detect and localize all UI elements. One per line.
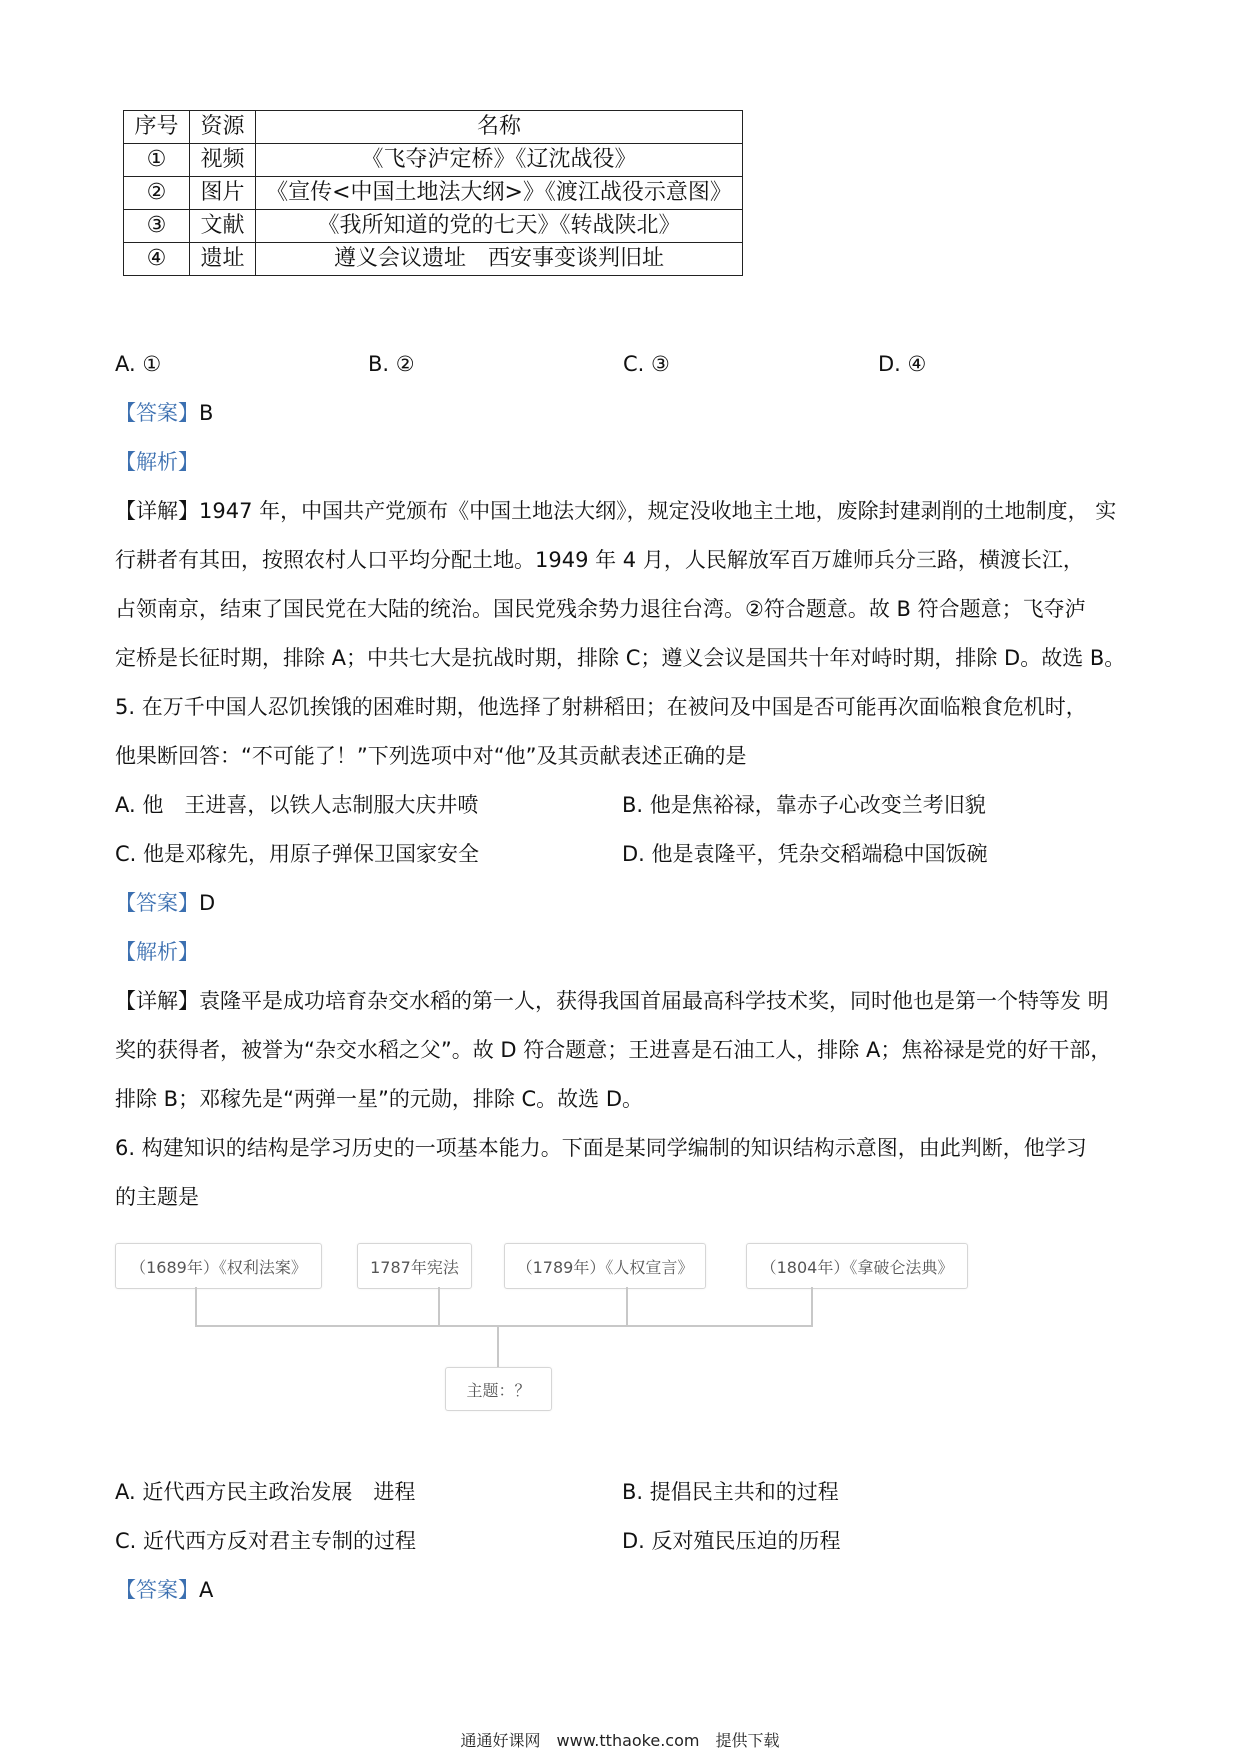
table-cell: 遗址 (190, 243, 256, 276)
answer-value: B (199, 401, 214, 425)
q4-option-d: D. ④ (878, 352, 927, 376)
detail-label: 【详解】 (115, 499, 199, 523)
q6-option-b: B. 提倡民主共和的过程 (622, 1480, 839, 1504)
q6-option-d: D. 反对殖民压迫的历程 (622, 1529, 841, 1553)
answer-label: 【答案】 (115, 1578, 199, 1602)
table-cell: 《飞夺泸定桥》《辽沈战役》 (256, 144, 743, 177)
q5-detail-line-1 (115, 986, 1109, 1016)
connector-line (195, 1325, 813, 1327)
detail-text: 1947 年，中国共产党颁布《中国土地法大纲》，规定没收地主土地，废除封建剥削的土地制度， 实 (199, 499, 1117, 523)
detail-text: 袁隆平是成功培育杂交水稻的第一人，获得我国首届最高科学技术奖，同时他也是第一个特等发 明 (199, 989, 1109, 1013)
q6-stem-line-2: 的主题是 (115, 1185, 199, 1209)
q4-detail-line-1 (115, 496, 1130, 526)
connector-line (195, 1287, 197, 1327)
table-header-cell: 名称 (256, 111, 743, 144)
table-cell: ④ (124, 243, 190, 276)
table-cell: 文献 (190, 210, 256, 243)
q4-detail-line-4: 定桥是长征时期，排除 A；中共七大是抗战时期，排除 C；遵义会议是国共十年对峙时期，排除 D。故选 B。 (115, 646, 1126, 670)
q6-stem-line-1: 6. 构建知识的结构是学习历史的一项基本能力。下面是某同学编制的知识结构示意图，由此判断，他学习 (115, 1136, 1087, 1160)
q5-analysis-label: 【解析】 (115, 940, 199, 964)
diagram-box-bill-of-rights: （1689年）《权利法案》 (115, 1243, 322, 1289)
diagram-box-napoleonic-code: （1804年）《拿破仑法典》 (746, 1243, 968, 1289)
q5-option-c: C. 他是邓稼先，用原子弹保卫国家安全 (115, 842, 480, 866)
table-header-cell: 资源 (190, 111, 256, 144)
table-cell: ① (124, 144, 190, 177)
q5-answer (115, 888, 215, 918)
q6-answer (115, 1575, 213, 1605)
answer-label: 【答案】 (115, 891, 199, 915)
detail-label: 【详解】 (115, 989, 199, 1013)
table-cell: 图片 (190, 177, 256, 210)
q4-option-a: A. ① (115, 352, 162, 376)
q5-option-d: D. 他是袁隆平，凭杂交稻端稳中国饭碗 (622, 842, 988, 866)
table-cell: ② (124, 177, 190, 210)
q4-option-c: C. ③ (623, 352, 670, 376)
q4-option-b: B. ② (368, 352, 415, 376)
connector-line (438, 1287, 440, 1327)
q6-option-c: C. 近代西方反对君主专制的过程 (115, 1529, 417, 1553)
table-cell: ③ (124, 210, 190, 243)
diagram-theme-box: 主题：？ (445, 1367, 552, 1411)
q4-answer (115, 398, 213, 428)
table-cell: 《我所知道的党的七天》《转战陕北》 (256, 210, 743, 243)
connector-line (497, 1325, 499, 1367)
table-cell: 遵义会议遗址 西安事变谈判旧址 (256, 243, 743, 276)
q5-stem-line-1: 5. 在万千中国人忍饥挨饿的困难时期，他选择了射耕稻田；在被问及中国是否可能再次面临粮食危机时， (115, 695, 1087, 719)
table-row (124, 210, 743, 243)
table-row (124, 177, 743, 210)
resource-table (123, 110, 743, 276)
q5-option-b: B. 他是焦裕禄，靠赤子心改变兰考旧貌 (622, 793, 986, 817)
table-header-row (124, 111, 743, 144)
connector-line (626, 1287, 628, 1327)
q4-detail-line-2: 行耕者有其田，按照农村人口平均分配土地。1949 年 4 月，人民解放军百万雄师兵分三路，横渡长江， (115, 548, 1084, 572)
table-header-cell: 序号 (124, 111, 190, 144)
q6-option-a: A. 近代西方民主政治发展 进程 (115, 1480, 416, 1504)
table-cell: 视频 (190, 144, 256, 177)
page-footer: 通通好课网 www.tthaoke.com 提供下载 (460, 1731, 780, 1750)
table-cell: 《宣传<中国土地法大纲>》《渡江战役示意图》 (256, 177, 743, 210)
diagram-box-1787-constitution: 1787年宪法 (357, 1243, 472, 1289)
answer-value: A (199, 1578, 214, 1602)
q4-analysis-label: 【解析】 (115, 450, 199, 474)
answer-value: D (199, 891, 216, 915)
table-row (124, 243, 743, 276)
q5-detail-line-3: 排除 B；邓稼先是“两弹一星”的元勋，排除 C。故选 D。 (115, 1087, 644, 1111)
q4-detail-line-3: 占领南京，结束了国民党在大陆的统治。国民党残余势力退往台湾。②符合题意。故 B 符合题意；飞夺泸 (115, 597, 1086, 621)
diagram-box-declaration-rights: （1789年）《人权宣言》 (504, 1243, 706, 1289)
table-row (124, 144, 743, 177)
q5-detail-line-2: 奖的获得者，被誉为“杂交水稻之父”。故 D 符合题意；王进喜是石油工人，排除 A；焦裕禄是党的好干部， (115, 1038, 1112, 1062)
connector-line (811, 1287, 813, 1327)
answer-label: 【答案】 (115, 401, 199, 425)
q5-option-a: A. 他 王进喜，以铁人志制服大庆井喷 (115, 793, 479, 817)
q5-stem-line-2: 他果断回答：“不可能了！”下列选项中对“他”及其贡献表述正确的是 (115, 744, 747, 768)
